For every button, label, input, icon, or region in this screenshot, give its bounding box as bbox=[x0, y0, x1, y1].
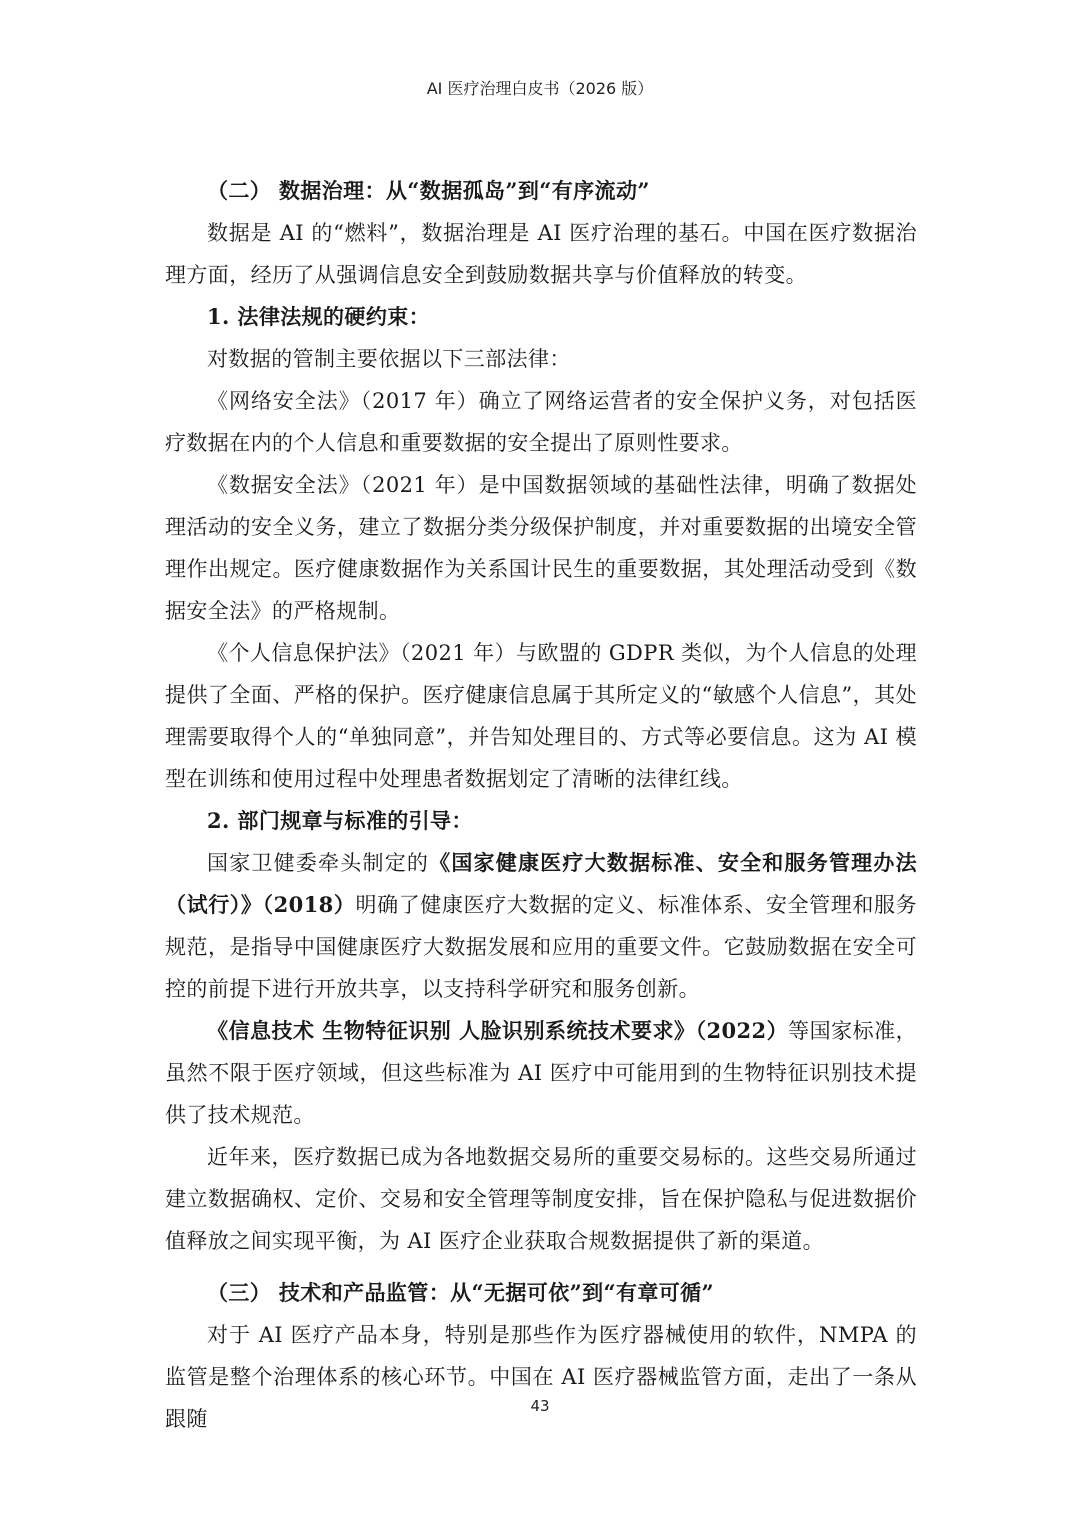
paragraph: 近年来，医疗数据已成为各地数据交易所的重要交易标的。这些交易所通过建立数据确权、定价、交易和安全管理等制度安排，旨在保护隐私与促进数据价值释放之间实现平衡，为 AI 医疗企业获取合规数据提供了新的渠道。 bbox=[165, 1145, 917, 1253]
paragraph: 数据是 AI 的“燃料”，数据治理是 AI 医疗治理的基石。中国在医疗数据治理方面，经历了从强调信息安全到鼓励数据共享与价值释放的转变。 bbox=[165, 221, 917, 287]
section-heading-product-regulation: （三） 技术和产品监管：从“无据可依”到“有章可循” bbox=[207, 1280, 715, 1305]
subheading-laws: 1. 法律法规的硬约束： bbox=[207, 304, 431, 329]
paragraph bbox=[165, 1010, 917, 1136]
text-run: 等国家标准，虽然不限于医疗领域，但这些标准为 AI 医疗中可能用到的生物特征识别技术提供了技术规范。 bbox=[165, 1019, 917, 1127]
text-run: 明确了健康医疗大数据的定义、标准体系、安全管理和服务规范，是指导中国健康医疗大数据发展和应用的重要文件。它鼓励数据在安全可控的前提下进行开放共享，以支持科学研究和服务创新。 bbox=[165, 893, 917, 1001]
paragraph: 《网络安全法》（2017 年）确立了网络运营者的安全保护义务，对包括医疗数据在内的个人信息和重要数据的安全提出了原则性要求。 bbox=[165, 389, 917, 455]
subheading-regulations: 2. 部门规章与标准的引导： bbox=[207, 808, 473, 833]
section-heading-data-governance: （二） 数据治理：从“数据孤岛”到“有序流动” bbox=[207, 178, 650, 203]
text-run: 国家卫健委牵头制定的 bbox=[207, 851, 430, 875]
paragraph bbox=[165, 842, 917, 1010]
paragraph: 对于 AI 医疗产品本身，特别是那些作为医疗器械使用的软件，NMPA 的监管是整个治理体系的核心环节。中国在 AI 医疗器械监管方面，走出了一条从跟随 bbox=[165, 1323, 917, 1431]
paragraph: 《个人信息保护法》（2021 年）与欧盟的 GDPR 类似，为个人信息的处理提供了全面、严格的保护。医疗健康信息属于其所定义的“敏感个人信息”，其处理需要取得个人的“单独同意”，并告知处理目的、方式等必要信息。这为 AI 模型在训练和使用过程中处理患者数据划定了清晰的法律红线。 bbox=[165, 641, 917, 791]
bold-regulation-title: 《国家健康医疗大数据标准、安全和服务管理办法（试行）》（2018） bbox=[165, 850, 917, 917]
page-number: 43 bbox=[530, 1397, 550, 1415]
paragraph: 对数据的管制主要依据以下三部法律： bbox=[207, 347, 571, 371]
section-gap bbox=[165, 1262, 917, 1272]
page-body bbox=[165, 170, 917, 1440]
paragraph: 《数据安全法》（2021 年）是中国数据领域的基础性法律，明确了数据处理活动的安全义务，建立了数据分类分级保护制度，并对重要数据的出境安全管理作出规定。医疗健康数据作为关系国计民生的重要数据，其处理活动受到《数据安全法》的严格规制。 bbox=[165, 473, 917, 623]
running-header: AI 医疗治理白皮书（2026 版） bbox=[426, 79, 654, 98]
bold-standard-title: 《信息技术 生物特征识别 人脸识别系统技术要求》（2022） bbox=[207, 1018, 789, 1043]
